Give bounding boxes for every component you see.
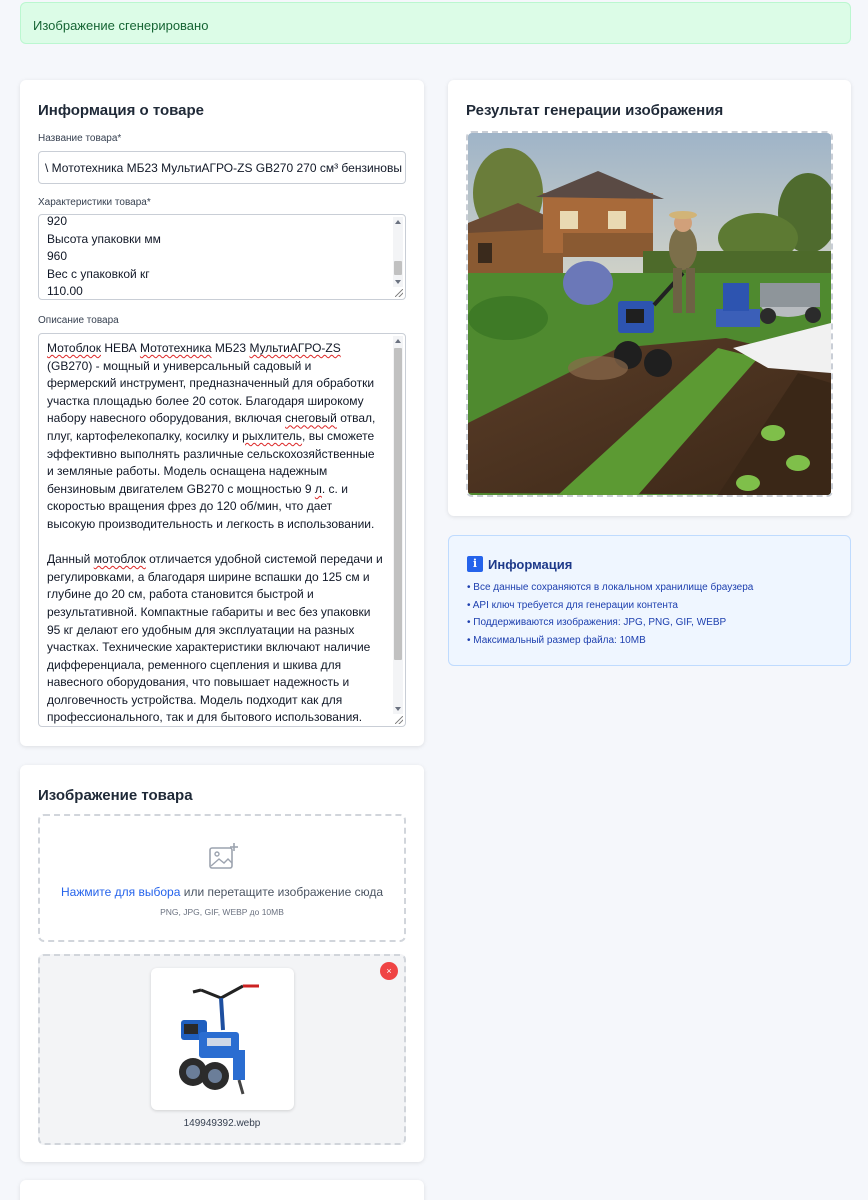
info-list [467, 582, 753, 652]
upload-select-link[interactable]: Нажмите для выбора [60, 885, 181, 899]
description-scrollbar[interactable] [393, 336, 403, 714]
info-item: • Все данные сохраняются в локальном хранилище браузера [467, 582, 753, 600]
info-item: • API ключ требуется для генерации контента [467, 600, 753, 618]
generated-image [468, 133, 831, 495]
product-name-label: Название товара* [38, 133, 122, 144]
uploaded-file-name: 149949392.webp [183, 1118, 261, 1129]
scroll-down-icon[interactable] [395, 707, 401, 711]
resize-grip-icon[interactable] [395, 716, 403, 724]
image-dropzone[interactable] [38, 814, 406, 942]
info-card [448, 535, 851, 666]
description-paragraph: Данный мотоблок отличается удобной системой передачи и регулировками, а благодаря ширине вспашки до 125 см и глубине до 20 см, работа становится быстрой и результативной. Компактные габариты и вес без упаковки 95 кг делают его удобным для эксплуатации на разных участках. Технические характеристики включают наличие дифференциала, ременного сцепления и шкива для навесного оборудования, что повышает надежность и долговечность устройства. Модель подходит как для профессионального, так и для бытового использования. [47, 552, 383, 725]
result-card [448, 80, 851, 516]
info-title [467, 556, 572, 572]
remove-image-button[interactable] [380, 962, 398, 980]
add-image-icon [208, 842, 240, 872]
walk-behind-tractor-image [151, 968, 294, 1110]
info-item: • Максимальный размер файла: 10MB [467, 635, 753, 653]
product-info-card [20, 80, 424, 746]
uploaded-image-thumbnail [151, 968, 294, 1110]
success-alert [20, 2, 851, 44]
info-item: • Поддерживаются изображения: JPG, PNG, GIF, WEBP [467, 617, 753, 635]
specs-value: 920 Высота упаковки мм 960 Вес с упаковкой кг 110.00 [47, 214, 161, 299]
description-scroll-thumb[interactable] [394, 348, 402, 660]
generated-image-frame [466, 131, 833, 497]
specs-label: Характеристики товара* [38, 197, 151, 208]
specs-scrollbar[interactable] [393, 217, 403, 287]
info-icon: i [467, 556, 483, 572]
upload-drag-text: или перетащите изображение сюда [180, 885, 383, 899]
upload-hint: PNG, JPG, GIF, WEBP до 10MB [160, 907, 284, 917]
description-textarea[interactable] [38, 333, 406, 727]
product-name-input[interactable] [38, 151, 406, 184]
description-paragraph: Мотоблок НЕВА Мототехника МБ23 МультиАГРО-ZS (GB270) - мощный и универсальный садовый и фермерский инструмент, предназначенный для обработки участка площадью более 20 соток. Благодаря широкому набору навесного оборудования, включая снеговый отвал, плуг, картофелекопалку, косилку и рыхлитель, вы сможете эффективно выполнять различные сельскохозяйственные и земляные работы. Модель оснащена надежным бензиновым двигателем GB270 с мощностью 9 л. с. и скоростью вращения фрез до 120 об/мин, что дает высокую производительность и легкость в использовании. [47, 341, 376, 531]
close-icon: × [386, 966, 392, 976]
resize-grip-icon[interactable] [395, 289, 403, 297]
description-value [39, 334, 405, 727]
product-image-title: Изображение товара [38, 787, 193, 804]
description-label: Описание товара [38, 315, 119, 326]
next-card [20, 1180, 424, 1200]
scroll-up-icon[interactable] [395, 339, 401, 343]
specs-scroll-thumb[interactable] [394, 261, 402, 275]
info-title-text: Информация [488, 556, 573, 572]
scroll-down-icon[interactable] [395, 280, 401, 284]
alert-text: Изображение сгенерировано [33, 18, 209, 33]
product-name-value: \ Мототехника МБ23 МультиАГРО-ZS GB270 270 см³ бензиновы [45, 161, 402, 175]
product-info-title: Информация о товаре [38, 102, 205, 119]
result-title: Результат генерации изображения [466, 102, 724, 119]
specs-textarea[interactable] [38, 214, 406, 300]
upload-prompt [40, 885, 404, 899]
image-preview-area [38, 954, 406, 1145]
scroll-up-icon[interactable] [395, 220, 401, 224]
product-image-card [20, 765, 424, 1162]
